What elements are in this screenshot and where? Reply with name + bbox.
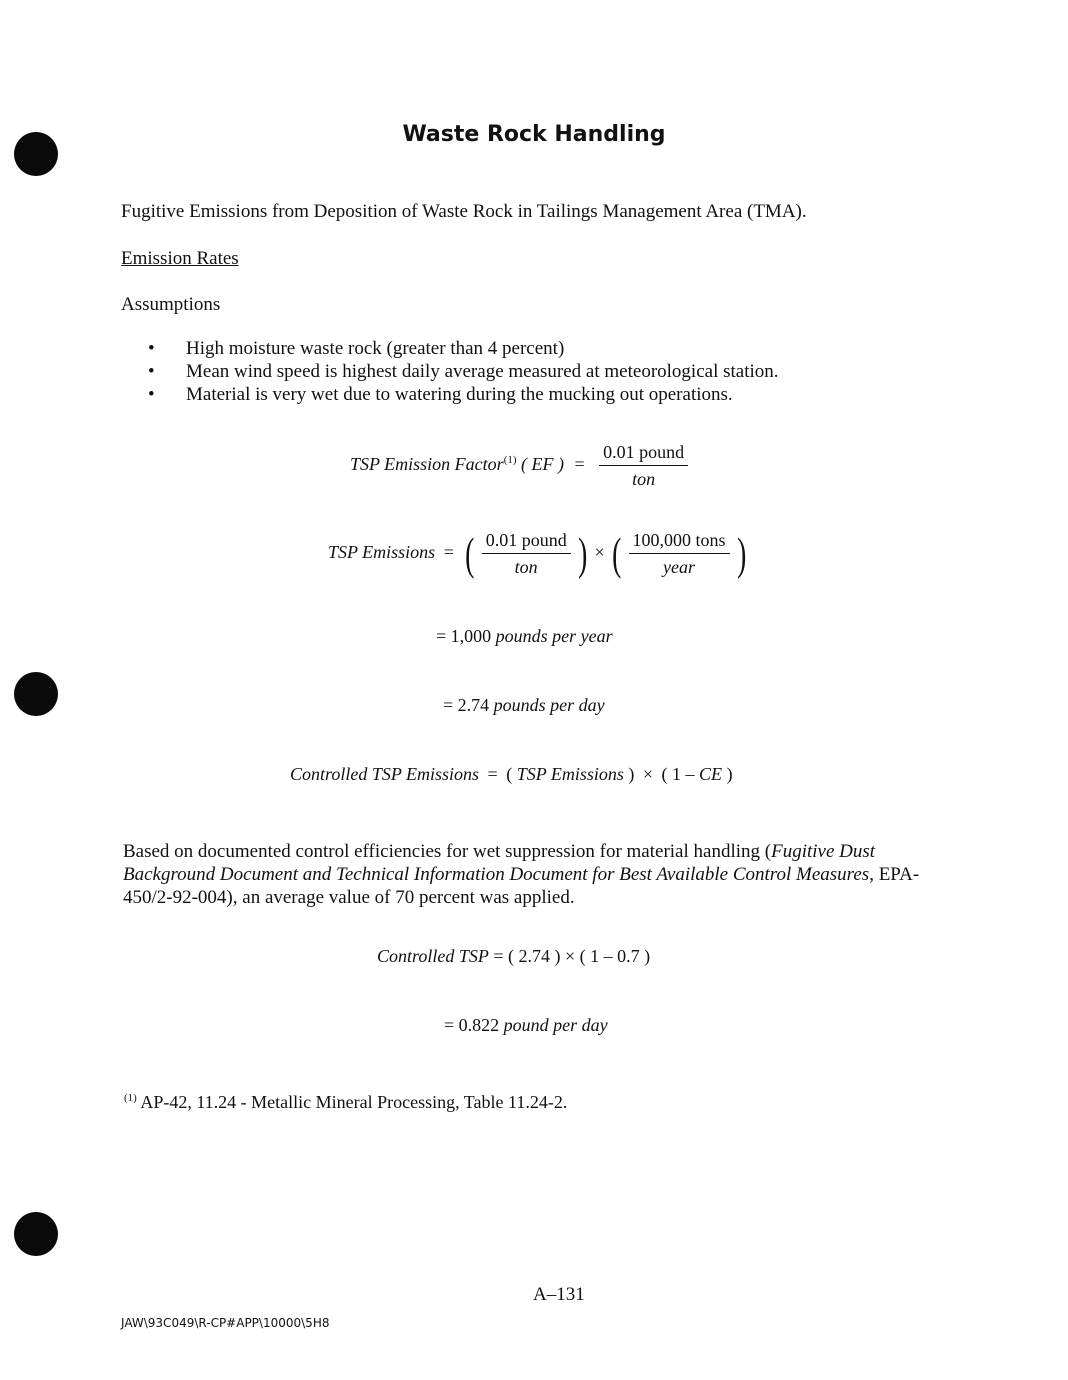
equation-pounds-per-day bbox=[443, 695, 605, 716]
assumptions-heading: Assumptions bbox=[121, 294, 221, 315]
eq2-fraction-1 bbox=[482, 530, 571, 578]
paren-open: ( bbox=[465, 528, 475, 579]
footnote-text: AP-42, 11.24 - Metallic Mineral Processing, Table 11.24-2. bbox=[140, 1092, 568, 1112]
eq4-equals: = bbox=[443, 695, 454, 715]
eq3-equals: = bbox=[436, 626, 447, 646]
control-efficiency-paragraph bbox=[123, 840, 923, 909]
para-citation: Fugitive Dust Background Document and Technical Information Document for Best Available Control Measures bbox=[123, 841, 876, 885]
equation-controlled-emissions bbox=[290, 764, 733, 785]
eq6-lhs: Controlled TSP bbox=[377, 946, 489, 966]
eq5-ce: CE bbox=[699, 764, 723, 784]
assumptions-list bbox=[148, 337, 779, 406]
paren-close: ) bbox=[736, 528, 746, 579]
equation-controlled-tsp bbox=[377, 946, 650, 967]
footnote bbox=[124, 1092, 567, 1113]
page-title: Waste Rock Handling bbox=[402, 122, 666, 147]
para-text-2: , EPA-450/2-92-004), an average value of 70 percent was applied. bbox=[123, 864, 920, 908]
eq2-fraction-2 bbox=[629, 530, 730, 578]
eq7-equals: = bbox=[444, 1015, 455, 1035]
para-text-1: Based on documented control efficiencies for wet suppression for material handling ( bbox=[123, 841, 772, 862]
eq5-lhs: Controlled TSP Emissions bbox=[290, 764, 480, 784]
eq5-term: TSP Emissions bbox=[516, 764, 624, 784]
footnote-marker: (1) bbox=[124, 1092, 137, 1104]
footnote-ref: (1) bbox=[503, 454, 517, 467]
eq1-ef: ( EF ) bbox=[521, 454, 564, 475]
eq5-times: × bbox=[642, 764, 654, 784]
eq5-open: ( bbox=[506, 764, 513, 784]
eq5-equals: = bbox=[487, 764, 498, 784]
eq2-times: × bbox=[594, 542, 605, 563]
eq3-unit: pounds per year bbox=[495, 626, 613, 646]
binder-hole-bottom bbox=[14, 1212, 58, 1256]
list-item: • High moisture waste rock (greater than 4 percent) bbox=[148, 337, 779, 360]
equation-emission-factor bbox=[350, 442, 692, 490]
intro-text: Fugitive Emissions from Deposition of Waste Rock in Tailings Management Area (TMA). bbox=[121, 201, 807, 222]
eq1-lhs: TSP Emission Factor bbox=[350, 454, 504, 475]
eq5-close: ) bbox=[628, 764, 635, 784]
eq6-rhs: = ( 2.74 ) × ( 1 – 0.7 ) bbox=[493, 946, 651, 966]
document-code: JAW\93C049\R-CP#APP\10000\5H8 bbox=[121, 1316, 330, 1330]
eq2-lhs: TSP Emissions bbox=[328, 542, 436, 563]
eq2-f2-numerator: 100,000 tons bbox=[629, 530, 730, 554]
eq1-fraction bbox=[599, 442, 688, 490]
eq7-unit: pound per day bbox=[503, 1015, 608, 1035]
eq5-open2: ( 1 – bbox=[661, 764, 695, 784]
eq3-value: 1,000 bbox=[450, 626, 492, 646]
eq2-f1-numerator: 0.01 pound bbox=[482, 530, 571, 554]
list-item: • Mean wind speed is highest daily average measured at meteorological station. bbox=[148, 360, 779, 383]
section-heading: Emission Rates bbox=[121, 248, 239, 269]
eq2-f2-denominator: year bbox=[663, 557, 695, 577]
equation-tsp-emissions bbox=[328, 530, 749, 578]
equation-pounds-per-year bbox=[436, 626, 613, 647]
eq1-denominator: ton bbox=[632, 469, 656, 489]
eq2-f1-denominator: ton bbox=[514, 557, 538, 577]
list-item: • Material is very wet due to watering during the mucking out operations. bbox=[148, 383, 779, 406]
eq2-equals: = bbox=[443, 542, 454, 563]
paren-open: ( bbox=[612, 528, 622, 579]
eq4-value: 2.74 bbox=[457, 695, 490, 715]
page-number: A–131 bbox=[533, 1284, 585, 1305]
eq4-unit: pounds per day bbox=[493, 695, 605, 715]
equation-result bbox=[444, 1015, 608, 1036]
eq5-close2: ) bbox=[726, 764, 733, 784]
binder-hole-middle bbox=[14, 672, 58, 716]
eq7-value: 0.822 bbox=[458, 1015, 500, 1035]
paren-close: ) bbox=[577, 528, 587, 579]
eq1-numerator: 0.01 pound bbox=[599, 442, 688, 466]
eq1-equals: = bbox=[574, 454, 585, 475]
